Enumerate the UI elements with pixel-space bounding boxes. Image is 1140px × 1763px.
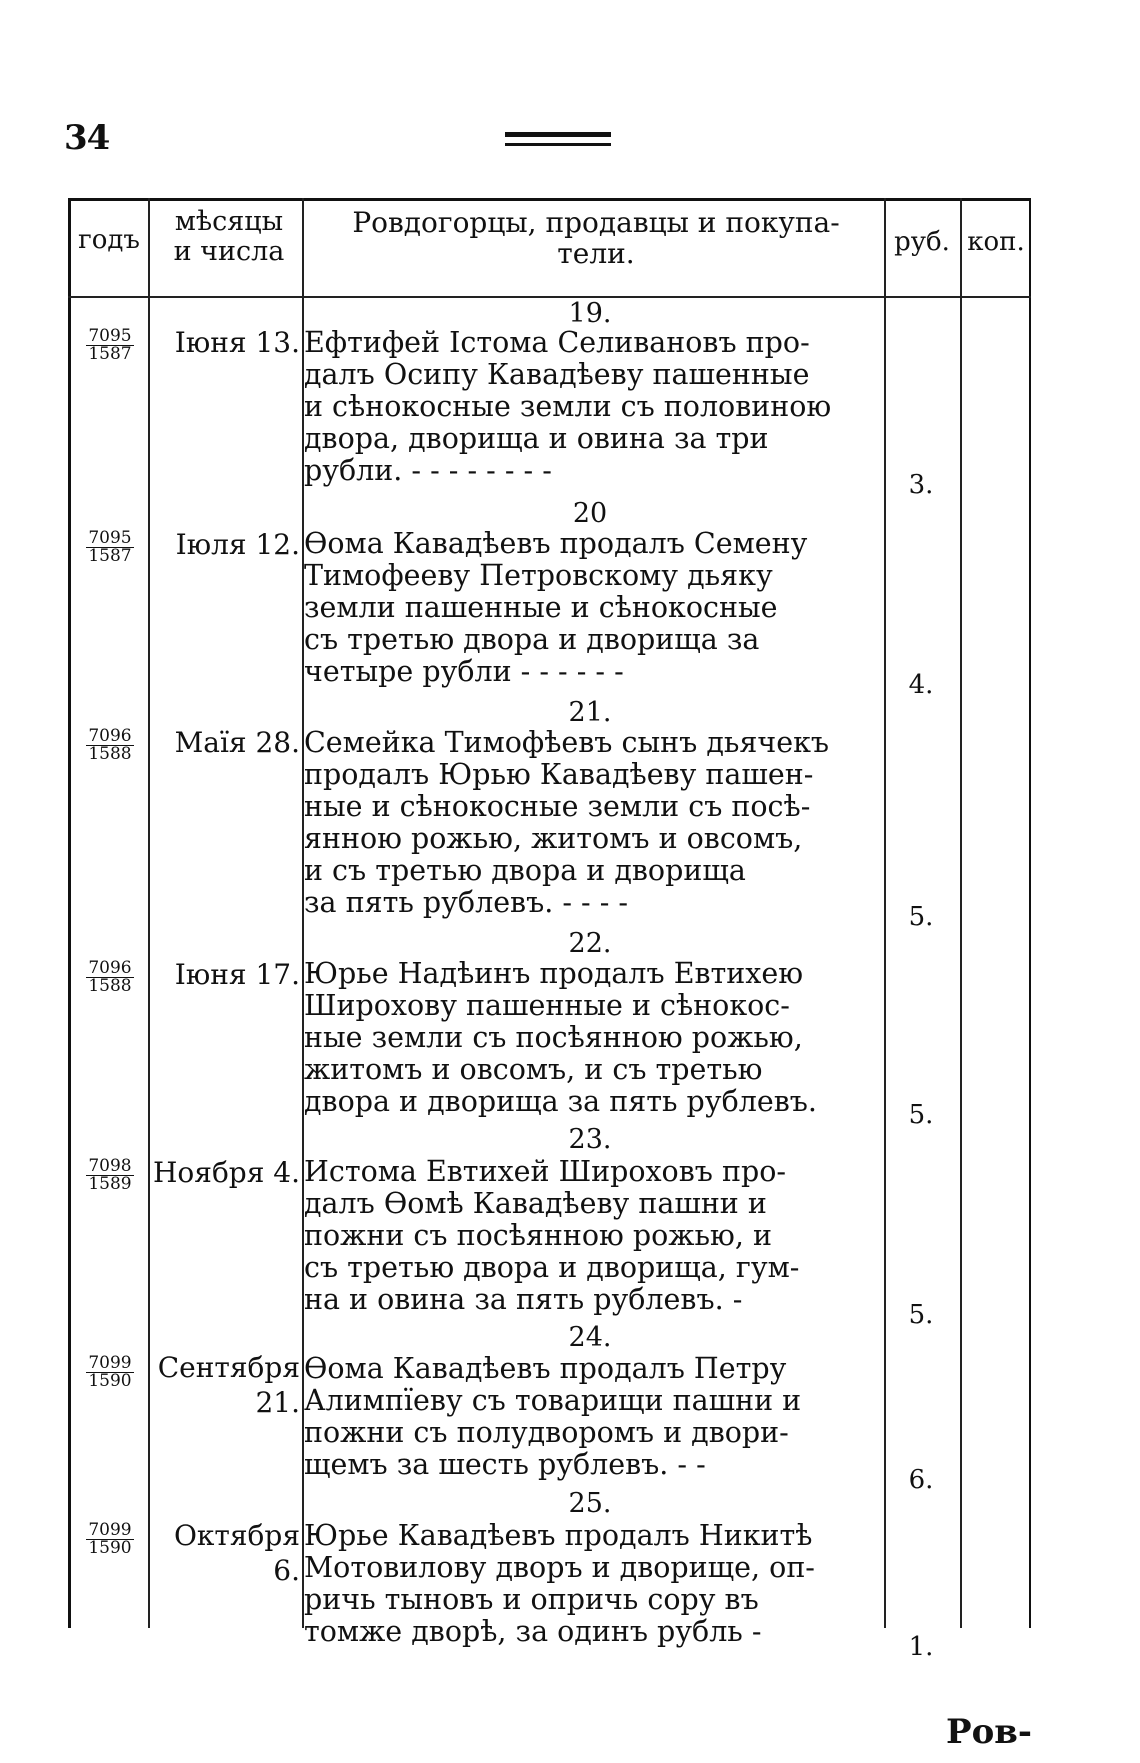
header-month: мѣсяцы и числа xyxy=(173,206,285,268)
year-am: 7095 xyxy=(88,528,132,548)
entry-date: Маїя 28. xyxy=(174,726,300,759)
year-ad: 1587 xyxy=(88,344,132,364)
entry-rub: 1. xyxy=(908,1632,934,1662)
entry-text: Истома Евтихей Широховъ про- далъ Ѳомѣ Кавадѣеву пашни и пожни съ посѣянною рожью, и съ третью двора и дворища, гум- на и овина за пять рублевъ. - xyxy=(304,1155,800,1316)
year-ad: 1590 xyxy=(88,1538,132,1558)
entry-text: Ѳома Кавадѣевъ продалъ Семену Тимофееву Петровскому дьяку земли пашенные и сѣнокосные съ третью двора и дворища за четыре рубли - - - - - - xyxy=(304,527,808,688)
header-rub: руб. xyxy=(894,227,950,257)
entry-number: 24. xyxy=(568,1322,612,1353)
entry-text: Юрье Надѣинъ продалъ Евтихею Широхову пашенные и сѣнокос- ные земли съ посѣянною рожью, житомъ и овсомъ, и съ третью двора и дворища за пять рублевъ. xyxy=(304,957,817,1118)
entry-text: Ѳома Кавадѣевъ продалъ Петру Алимпїеву съ товарищи пашни и пожни съ полудворомъ и двори- щемъ за шесть рублевъ. - - xyxy=(304,1352,802,1481)
year-ad: 1587 xyxy=(88,546,132,566)
entry-text: Юрье Кавадѣевъ продалъ Никитѣ Мотовилову дворъ и дворище, оп- ричь тыновъ и опричь сору въ томже дворѣ, за одинъ рубль - xyxy=(304,1519,815,1648)
year-am: 7096 xyxy=(88,958,132,978)
entry-date: Сентября 21. xyxy=(157,1351,300,1419)
year-am: 7099 xyxy=(88,1520,132,1540)
year-am: 7099 xyxy=(88,1353,132,1373)
header-description: Ровдогорцы, продавцы и покупа- тели. xyxy=(352,206,840,271)
column-divider-desc xyxy=(884,198,886,1628)
page-number: 34 xyxy=(64,118,110,158)
entry-number: 23. xyxy=(568,1124,612,1155)
entry-rub: 4. xyxy=(908,670,934,700)
entry-text: Семейка Тимофѣевъ сынъ дьячекъ продалъ Юрью Кавадѣеву пашен- ные и сѣнокосные земли съ посѣ- янною рожью, житомъ и овсомъ, и съ третью двора и дворища за пять рублевъ. - - - - xyxy=(304,726,830,919)
entry-date: Іюня 17. xyxy=(174,958,300,991)
year-am: 7098 xyxy=(88,1156,132,1176)
header-kop: коп. xyxy=(967,227,1025,257)
entry-rub: 3. xyxy=(908,470,934,500)
entry-number: 20 xyxy=(572,498,608,529)
entry-rub: 5. xyxy=(908,902,934,932)
entry-rub: 6. xyxy=(908,1465,934,1495)
entry-rub: 5. xyxy=(908,1300,934,1330)
year-am: 7096 xyxy=(88,726,132,746)
entry-date: Іюля 12. xyxy=(175,528,300,561)
entry-date: Октября 6. xyxy=(173,1519,300,1587)
year-ad: 1588 xyxy=(88,976,132,996)
entry-text: Ефтифей Істома Селивановъ про- далъ Осипу Кавадѣеву пашенные и сѣнокосные земли съ половиною двора, дворища и овина за три рубли. - - - - - - - - xyxy=(304,326,832,487)
year-ad: 1589 xyxy=(88,1174,132,1194)
column-divider-rub xyxy=(960,198,962,1628)
entry-rub: 5. xyxy=(908,1100,934,1130)
entry-number: 25. xyxy=(568,1488,612,1519)
header-year: годъ xyxy=(78,225,140,255)
year-ad: 1590 xyxy=(88,1371,132,1391)
entry-number: 19. xyxy=(568,298,612,329)
entry-number: 22. xyxy=(568,928,612,959)
entry-date: Іюня 13. xyxy=(174,326,300,359)
catchword: Ров- xyxy=(946,1712,1032,1752)
year-ad: 1588 xyxy=(88,744,132,764)
header-ornament-rule xyxy=(505,132,611,146)
entry-number: 21. xyxy=(568,697,612,728)
entry-date: Ноября 4. xyxy=(153,1156,300,1189)
year-am: 7095 xyxy=(88,326,132,346)
